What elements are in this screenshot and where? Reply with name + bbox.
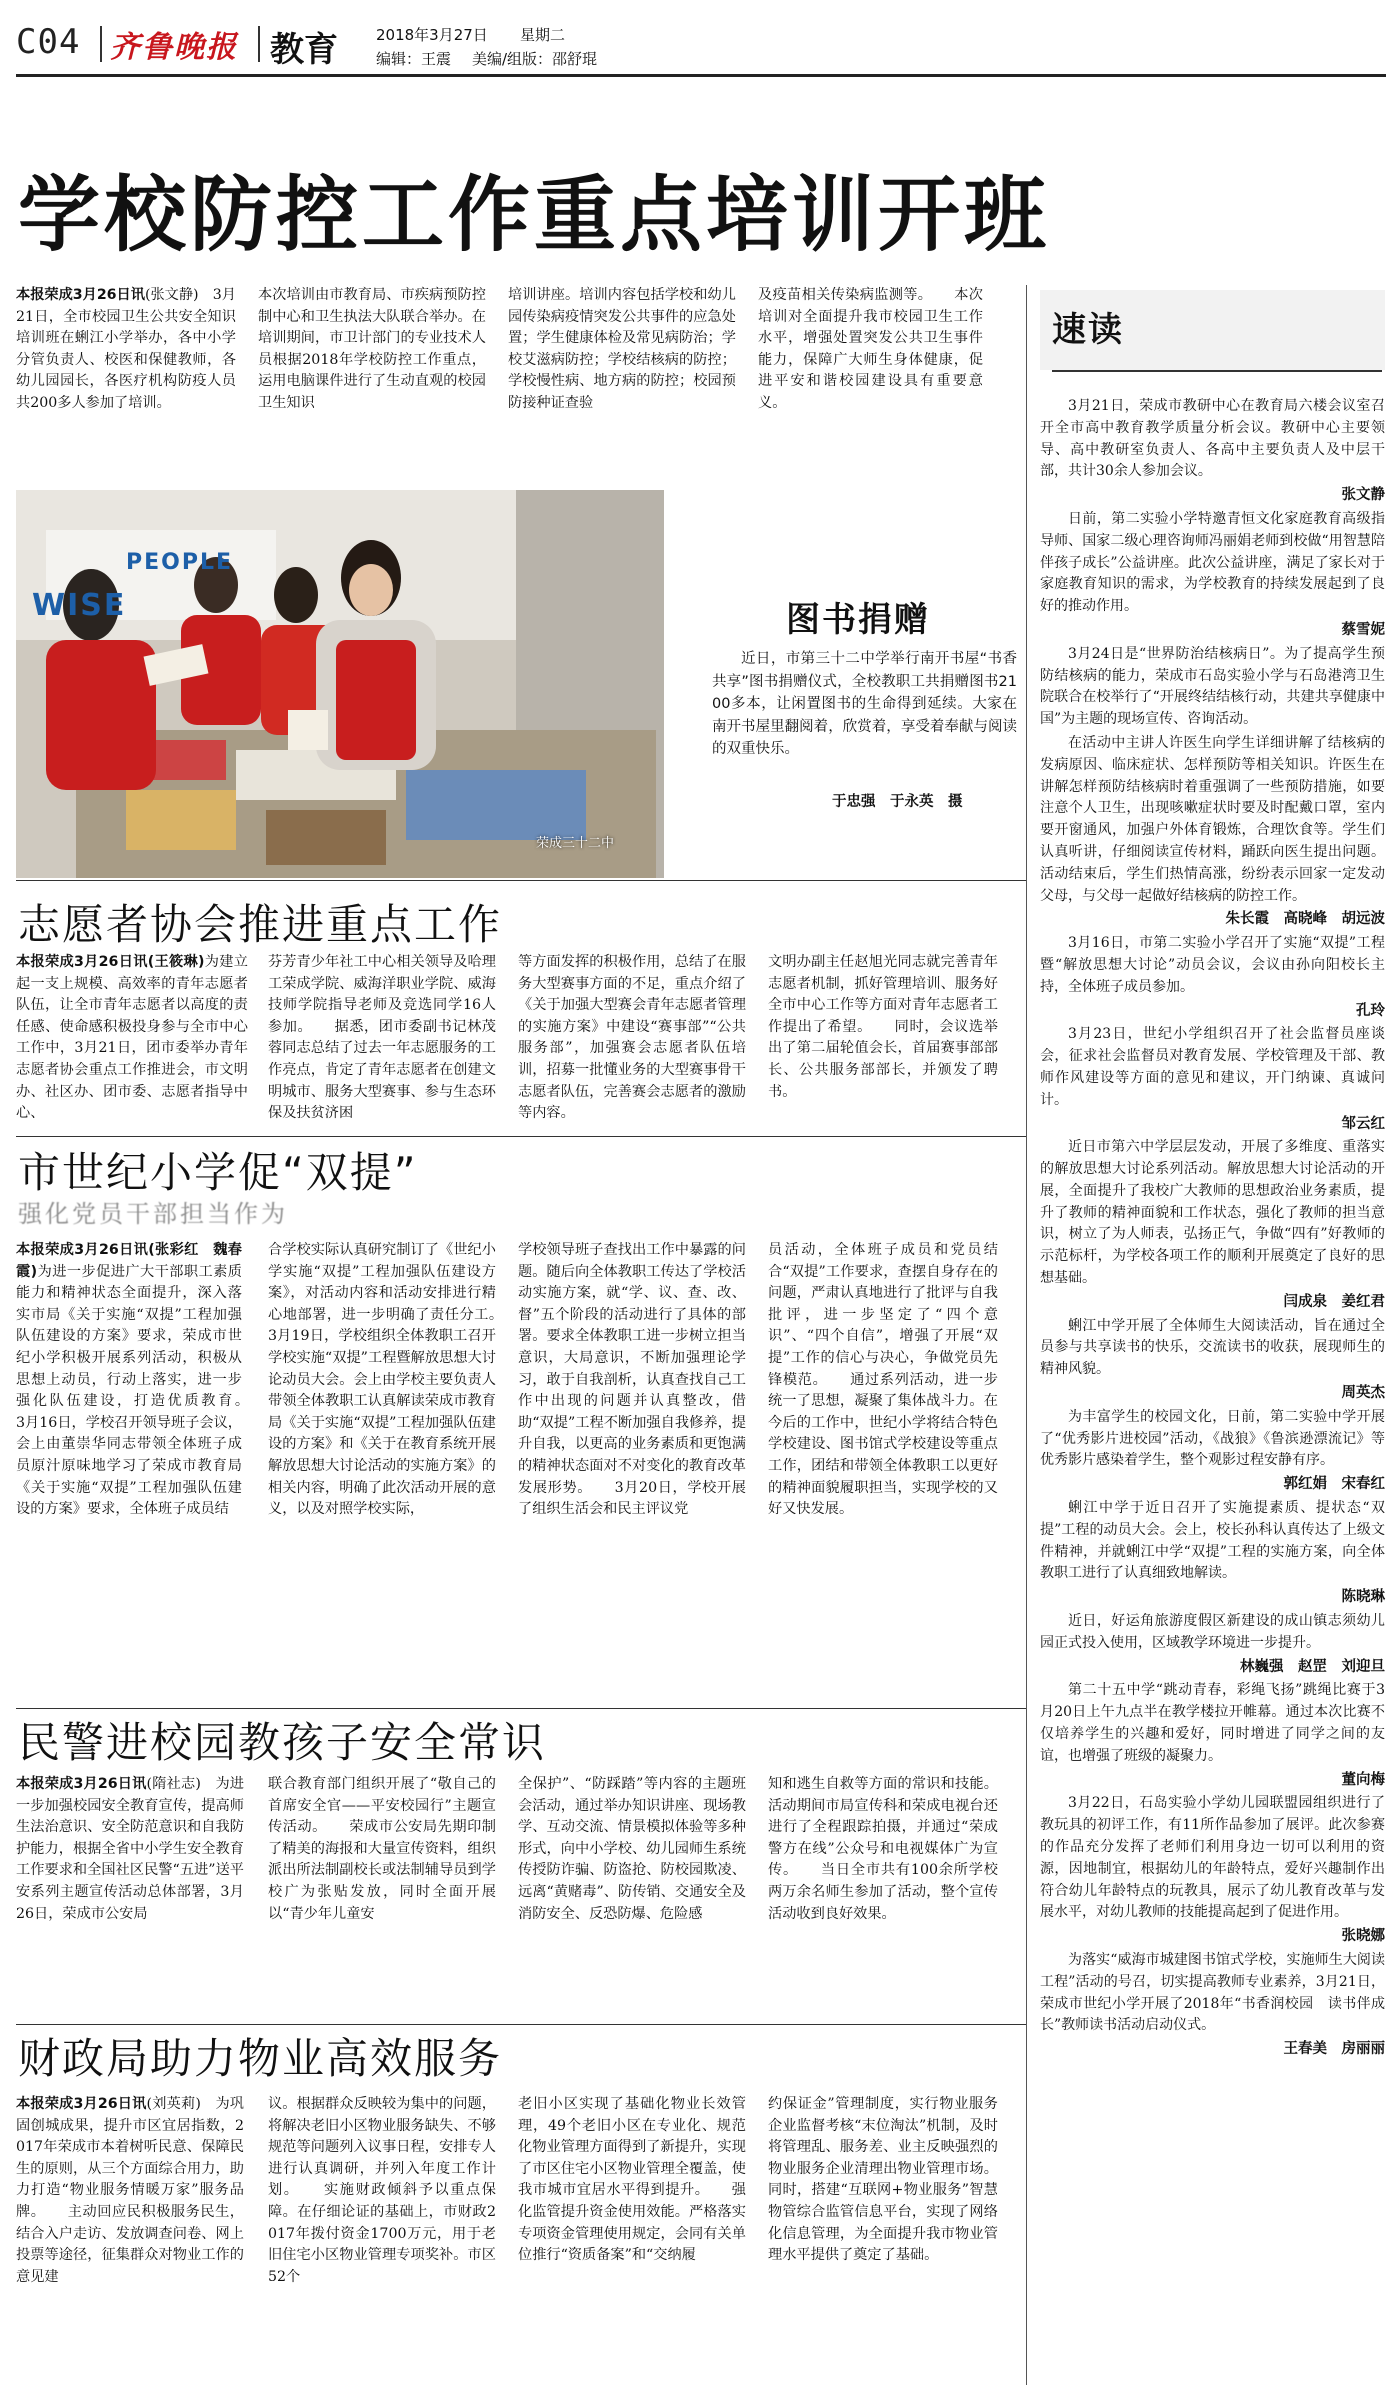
quickread-item: 3月24日是“世界防治结核病日”。为了提高学生预防结核病的能力，荣成市石岛实验小学与石岛港湾卫生院联合在校举行了“开展终结结核行动，共建共享健康中国”为主题的现场宣传、咨询活动。: [1040, 645, 1385, 728]
quickread-item-author: 陈晓琳: [1341, 1589, 1385, 1606]
article3-authors: (张彩红 魏春霞): [16, 1242, 242, 1280]
article4-headline: 民警进校园教孩子安全常识: [18, 1718, 547, 1767]
article3-col1: [16, 1240, 271, 1720]
quickread-item-author: 郭红娟 宋春红: [1283, 1476, 1385, 1493]
article4-col3: [518, 1774, 746, 2044]
divider: [100, 26, 102, 62]
article5-body: 议。根据群众反映较为集中的问题，将解决老旧小区物业服务缺失、不够规范等问题列入议事日程，安排专人进行认真调研，并列入年度工作计划。 实施财政倾斜予以重点保障。在仔细论证的基础上，市财政2017年拨付资金1700万元，用于老旧住宅小区物业管理专项奖补。市区52个: [268, 2096, 496, 2285]
article5-body: 约保证金”管理制度，实行物业服务企业监督考核“末位淘汰”机制，及时将管理乱、服务差、业主反映强烈的物业服务企业清理出物业管理市场。同时，搭建“互联网+物业服务”智慧物管综合监管信息平台，实现了网络化信息管理，为全面提升我市物业管理水平提供了奠定了基础。: [768, 2096, 998, 2264]
photo-caption-text: 近日，市第三十二中学举行南开书屋“书香共享”图书捐赠仪式，全校教职工共捐赠图书2100多本，让闲置图书的生命得到延续。大家在南开书屋里翻阅着，欣赏着，享受着奉献与阅读的双重快乐。: [712, 651, 1017, 757]
quickread-item-author: 董向梅: [1341, 1771, 1385, 1788]
article2-col4: [768, 952, 998, 1132]
separator: [16, 2024, 1026, 2025]
section-name: 教育: [270, 30, 338, 70]
quickread-item: 蜊江中学于近日召开了实施提素质、提状态“双提”工程的动员大会。会上，校长孙科认真传达了上级文件精神，并就蜊江中学“双提”工程的实施方案，向全体教职工进行了认真细致地解读。: [1040, 1500, 1385, 1582]
quickread-item: 3月21日，荣成市教研中心在教育局六楼会议室召开全市高中教育教学质量分析会议。教研中心主要领导、高中教研室负责人、各高中主要负责人及中层干部，共计30余人参加会议。: [1040, 398, 1385, 480]
article1-col2: [258, 285, 486, 475]
divider: [258, 26, 260, 62]
article5-body: 老旧小区实现了基础化物业长效管理，49个老旧小区在专业化、规范化物业管理方面得到了新提升，实现了市区住宅小区物业管理全覆盖，使我市城市宜居水平得到提升。 强化监管提升资金使用效能。严格落实专项资金管理使用规定，会同有关单位推行“资质备案”和“交纳履: [518, 2096, 746, 2264]
article2-body: 等方面发挥的积极作用，总结了在服务大型赛事方面的不足，重点介绍了《关于加强大型赛会青年志愿者管理的实施方案》中建设“赛事部”“公共服务部”，加强赛会志愿者队伍培训，招募一批懂业务的大型赛事骨干志愿者队伍，完善赛会志愿者的激励等内容。: [518, 954, 746, 1122]
article4-col1: [16, 1774, 244, 2044]
article2-body: 为建立起一支上规模、高效率的青年志愿者队伍，让全市青年志愿者以高度的责任感、使命感积极投身参与全市中心工作中，3月21日，团市委举办青年志愿者协会重点工作推进会，市文明办、社区办、团市委、志愿者指导中心、: [16, 954, 248, 1122]
article4-col2: [268, 1774, 496, 2044]
quickread-item-author: 蔡雪妮: [1341, 621, 1385, 638]
article3-body: 员活动，全体班子成员和党员结合“双提”工作要求，查摆自身存在的问题，严肃认真地进行了批评与自我批评，进一步坚定了“四个意识”、“四个自信”，增强了开展“双提”工作的信心与决心，争做党员先锋模范。 通过系列活动，进一步统一了思想，凝聚了集体战斗力。在今后的工作中，世纪小学将结合特色学校建设、图书馆式学校建设等重点工作，团结和带领全体教职工以更好的精神面貌履职担当，实现学校的又好又快发展。: [768, 1242, 998, 1518]
quickread-item-author: 周英杰: [1341, 1385, 1385, 1402]
paper-logo: 齐鲁晚报: [110, 30, 238, 65]
photo-caption: [712, 648, 1017, 788]
article3-body: 学校领导班子查找出工作中暴露的问题。随后向全体教职工传达了学校活动实施方案，就“学、议、查、改、督”五个阶段的活动进行了具体的部署。要求全体教职工进一步树立担当意识，大局意识，不断加强理论学习，敢于自我剖析，认真查找自己工作中出现的问题并认真整改，借助“双提”工程不断加强自我修养，提升自我，以更高的业务素质和更饱满的精神状态面对不对变化的教育改革发展形势。 3月20日，学校开展了组织生活会和民主评议党: [518, 1242, 746, 1518]
article4-col4: [768, 1774, 998, 2044]
article2-col2: [268, 952, 496, 1132]
quickread-item: 第二十五中学“跳动青春，彩绳飞扬”跳绳比赛于3月20日上午九点半在教学楼拉开帷幕。通过本次比赛不仅培养学生的兴趣和爱好，同时增进了同学之间的友谊，也增强了班级的凝聚力。: [1040, 1682, 1385, 1764]
quickread-item: 3月23日，世纪小学组织召开了社会监督员座谈会，征求社会监督员对教育发展、学校管理及干部、教师作风建设等方面的意见和建议，开门纳谏、真诚问计。: [1040, 1026, 1385, 1108]
photo-watermark: 荣成三十二中: [536, 836, 615, 851]
quickread-item: 为丰富学生的校园文化，日前，第二实验中学开展了“优秀影片进校园”活动，《战狼》《鲁滨逊漂流记》等优秀影片感染着学生，整个观影过程安静有序。: [1040, 1408, 1385, 1469]
main-headline: 学校防控工作重点培训开班: [18, 168, 1051, 263]
quickread-item-author: 张文静: [1341, 487, 1385, 504]
quickread-item: 近日，好运角旅游度假区新建设的成山镇志须幼儿园正式投入使用，区域教学环境进一步提升。: [1040, 1613, 1385, 1651]
date: 2018年3月27日: [376, 26, 488, 44]
quickread-item-author: 闫成泉 姜红君: [1283, 1293, 1385, 1310]
article5-headline: 财政局助力物业高效服务: [18, 2034, 503, 2083]
quickread-item-author: 孔玲: [1356, 1002, 1385, 1019]
quickread-item: 3月22日，石岛实验小学幼儿园联盟园组织进行了教玩具的初评工作，有11所作品参加了展评。此次参赛的作品充分发挥了老师们利用身边一切可以利用的资源，因地制宜，根据幼儿的年龄特点，爱好兴趣制作出符合幼儿年龄特点的玩教具，展示了幼儿教育改革与发展水平，对幼儿教师的技能提高起到了促进作用。: [1040, 1795, 1385, 1921]
article1-col1: [16, 285, 236, 475]
article4-lead: 本报荣成3月26日讯: [16, 1776, 147, 1792]
article1-col3: [508, 285, 736, 475]
article3-col2: [268, 1240, 525, 1720]
quickread-item: 蜊江中学开展了全体师生大阅读活动，旨在通过全员参与共享读书的快乐，交流读书的收获，展现师生的精神风貌。: [1040, 1317, 1385, 1378]
quickread-item: 3月16日，市第二实验小学召开了实施“双提”工程暨“解放思想大讨论”动员会议，会议由孙向阳校长主持，全体班子成员参加。: [1040, 935, 1385, 995]
article4-body: 联合教育部门组织开展了“敬自己的首席安全官——平安校园行”主题宣传活动。 荣成市公安局先期印制了精美的海报和大量宣传资料，组织派出所法制副校长或法制辅导员到学校广为张贴发放，同时全面开展以“青少年儿童安: [268, 1776, 496, 1922]
separator: [16, 1708, 1026, 1709]
article1-col4: [758, 285, 983, 475]
page-number: C04: [16, 22, 81, 62]
article1-body: 培训讲座。培训内容包括学校和幼儿园传染病疫情突发公共事件的应急处置；学生健康体检及常见病防治；学校艾滋病防控；学校结核病的防控；学校慢性病、地方病的防控；校园预防接种证查验: [508, 287, 736, 411]
article3-body: 为进一步促进广大干部职工素质能力和精神状态全面提升，深入落实市局《关于实施“双提”工程加强队伍建设的方案》要求，荣成市世纪小学积极开展系列活动，积极从思想上动员，行动上落实，进一步强化队伍建设，打造优质教育。 3月16日，学校召开领导班子会议，会上由董崇华同志带领全体班子成员原汁原味地学习了荣成市教育局《关于实施“双提”工程加强队伍建设的方案》要求，全体班子成员结: [16, 1263, 271, 1518]
article2-col3: [518, 952, 746, 1132]
designer: 美编/组版：邵舒琨: [472, 50, 598, 68]
quickread-item-author: 张晓娜: [1341, 1928, 1385, 1945]
book-donation-photo: [16, 490, 664, 878]
article4-body: 全保护”、“防踩踏”等内容的主题班会活动，通过举办知识讲座、现场教学、互动交流、情景模拟体验等多种形式，向中小学校、幼儿园师生系统传授防诈骗、防盗抢、防校园欺凌、远离“黄赌毒”、防传销、交通安全及消防安全、反恐防爆、危险感: [518, 1776, 746, 1922]
quickread-item: 在活动中主讲人许医生向学生详细讲解了结核病的发病原因、临床症状、怎样预防等相关知识。许医生在讲解怎样预防结核病时着重强调了一些预防措施，如要注意个人卫生，出现咳嗽症状时要及时配戴口罩，室内要开窗通风，加强户外体育锻炼，合理饮食等。学生们认真听讲，仔细阅读宣传材料，踊跃向医生提出问题。活动结束后，学生们热情高涨，纷纷表示回家一定发动父母，与父母一起做好结核病的防控工作。: [1040, 734, 1385, 904]
quickread-item-author: 王春美 房丽丽: [1283, 2041, 1385, 2058]
article1-lead: 本报荣成3月26日讯: [16, 287, 145, 303]
article3-headline: 市世纪小学促“双提”: [18, 1148, 418, 1197]
quickread-item: 近日市第六中学层层发动，开展了多维度、重落实的解放思想大讨论系列活动。解放思想大讨论活动的开展，全面提升了我校广大教师的思想政治业务素质，提升了教师的精神面貌和工作状态，强化了教师的担当意识，树立了为人师表，弘扬正气，争做“四有”好教师的示范标杆，为学校各项工作的顺利开展奠定了良好的思想基础。: [1040, 1139, 1385, 1287]
quickread-item: 为落实“威海市城建图书馆式学校，实施师生大阅读工程”活动的号召，切实提高教师专业素养，3月21日，荣成市世纪小学开展了2018年“书香润校园 读书伴成长”教师读书活动启动仪式。: [1040, 1951, 1385, 2034]
article3-col3: [518, 1240, 746, 1720]
quickread-item-author: 朱长霞 高晓峰 胡远波: [1225, 911, 1385, 928]
article3-subtitle: 强化党员干部担当作为: [18, 1200, 288, 1228]
article1-body: (张文静) 3月21日，全市校园卫生公共安全知识培训班在蜊江小学举办，各中小学分管负责人、校医和保健教师，各幼儿园园长，各医疗机构防疫人员共200多人参加了培训。: [16, 287, 236, 411]
separator: [16, 1136, 1026, 1137]
quickread-list: [1040, 396, 1385, 2386]
photo-credit: 于忠强 于永英 摄: [832, 794, 963, 810]
article2-body: 文明办副主任赵旭光同志就完善青年志愿者机制，抓好管理培训、服务好全市中心工作等方面对青年志愿者工作提出了希望。 同时，会议选举出了第二届轮值会长，首届赛事部部长、公共服务部部长，并颁发了聘书。: [768, 954, 998, 1100]
quickread-item-author: 林巍强 赵罡 刘迎旦: [1240, 1658, 1385, 1675]
article3-lead: 本报荣成3月26日讯: [16, 1242, 149, 1258]
photo-title: 图书捐赠: [786, 600, 930, 640]
article3-body: 合学校实际认真研究制订了《世纪小学实施“双提”工程加强队伍建设方案》，对活动内容和活动安排进行精心地部署，进一步明确了责任分工。 3月19日，学校组织全体教职工召开学校实施“双提”工程暨解放思想大讨论动员大会。会上由学校主要负责人带领全体教职工认真解读荣成市教育局《关于实施“双提”工程加强队伍建设的方案》和《关于在教育系统开展解放思想大讨论活动的实施方案》的相关内容，明确了此次活动开展的意义，以及对照学校实际，: [268, 1242, 525, 1518]
masthead-rule: [16, 74, 1386, 77]
weekday: 星期二: [520, 26, 566, 44]
sidebar-divider: [1026, 285, 1027, 2385]
masthead: [0, 0, 1395, 70]
article2-body: 芬芳青少年社工中心相关领导及哈理工荣成学院、威海洋职业学院、威海技师学院指导老师及竞选同学16人参加。 据悉，团市委副书记林茂蓉同志总结了过去一年志愿服务的工作亮点，肯定了青年志愿者在创建文明城市、服务大型赛事、参与生态环保及扶贫济困: [268, 954, 496, 1122]
editor: 编辑：王震: [376, 50, 452, 68]
article5-body: (刘英莉) 为巩固创城成果，提升市区宜居指数，2017年荣成市本着树听民意、保障民生的原则，从三个方面综合用力，助力打造“物业服务情暖万家”服务品牌。 主动回应民积极服务民生，结合入户走访、发放调查问卷、网上投票等途径，征集群众对物业工作的意见建: [16, 2096, 244, 2285]
article1-body: 及疫苗相关传染病监测等。 本次培训对全面提升我市校园卫生工作水平，增强处置突发公共卫生事件能力，保障广大师生身体健康，促进平安和谐校园建设具有重要意义。: [758, 287, 983, 411]
quickread-item: 日前，第二实验小学特邀青恒文化家庭教育高级指导师、国家二级心理咨询师冯丽娟老师到校做“用智慧陪伴孩子成长”公益讲座。此次公益讲座，满足了家长对于家庭教育知识的需求，为学校教育的持续发展起到了良好的推动作用。: [1040, 510, 1385, 615]
article5-col3: [518, 2094, 746, 2384]
quickread-title: 速读: [1052, 310, 1124, 350]
article3-col4: [768, 1240, 998, 1720]
banner-text: PEOPLE: [126, 550, 234, 575]
article5-col1: [16, 2094, 244, 2384]
article2-headline: 志愿者协会推进重点工作: [18, 900, 503, 949]
article4-body: 知和逃生自救等方面的常识和技能。活动期间市局宣传科和荣成电视台还进行了全程跟踪拍摄，并通过“荣成警方在线”公众号和电视媒体广为宣传。 当日全市共有100余所学校两万余名师生参加了活动，整个宣传活动收到良好效果。: [768, 1776, 998, 1922]
quickread-item-author: 邹云红: [1341, 1115, 1385, 1132]
quickread-rule: [1052, 370, 1382, 372]
article4-body: (隋社志) 为进一步加强校园安全教育宣传，提高师生法治意识、安全防范意识和自我防护能力，根据全省中小学生安全教育工作要求和全国社区民警“五进”送平安系列主题宣传活动总体部署，3月26日，荣成市公安局: [16, 1776, 244, 1922]
article1-body: 本次培训由市教育局、市疾病预防控制中心和卫生执法大队联合举办。在培训期间，市卫计部门的专业技术人员根据2018年学校防控工作重点，运用电脑课件进行了生动直观的校园卫生知识: [258, 287, 486, 411]
photo-illustration: [16, 490, 664, 878]
separator: [16, 880, 1026, 881]
article5-col2: [268, 2094, 496, 2384]
article5-col4: [768, 2094, 998, 2384]
article2-col1: [16, 952, 248, 1132]
article5-lead: 本报荣成3月26日讯: [16, 2096, 147, 2112]
article2-lead: 本报荣成3月26日讯(王筱琳): [16, 954, 205, 970]
banner-text-2: WISE: [32, 588, 127, 623]
